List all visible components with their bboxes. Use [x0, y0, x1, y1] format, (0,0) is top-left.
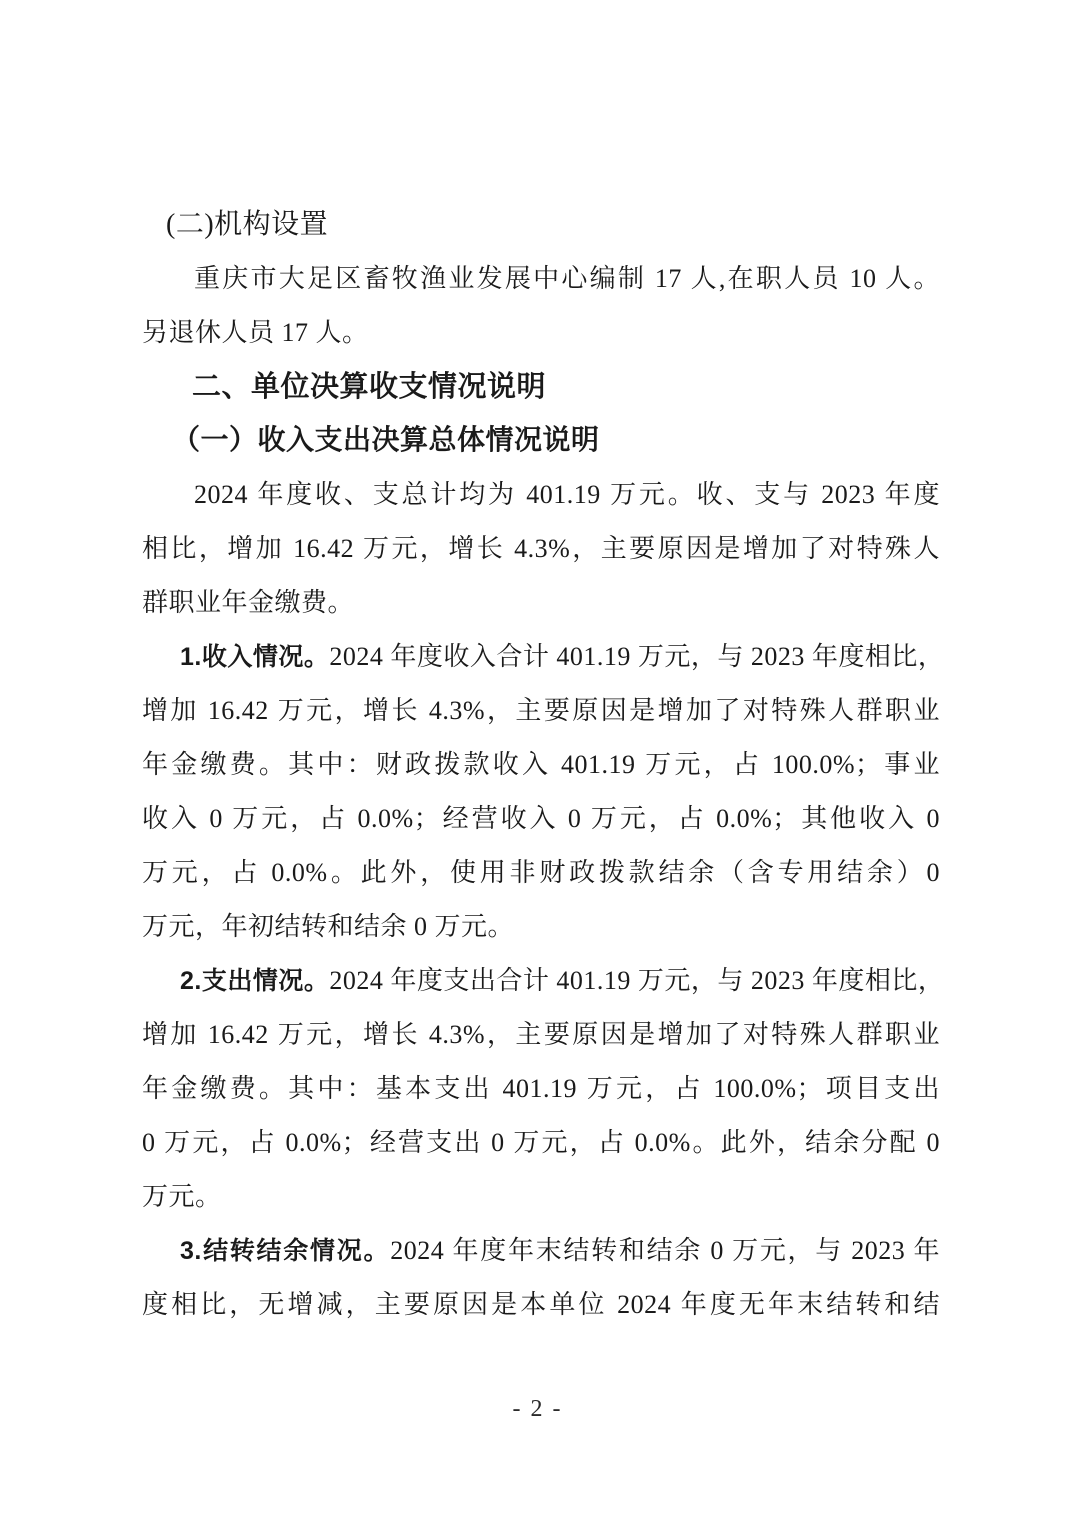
- carryover-line: 度相比，无增减，主要原因是本单位 2024 年度无年末结转和结: [142, 1290, 940, 1319]
- overview-line: 2024 年度收、支总计均为 401.19 万元。收、支与 2023 年度: [194, 480, 940, 509]
- heading-subsection-1: （一）收入支出决算总体情况说明: [172, 425, 600, 456]
- expense-line: [142, 954, 945, 1008]
- overview-line: 群职业年金缴费。: [142, 588, 355, 617]
- para-staffing-line: 重庆市大足区畜牧渔业发展中心编制 17 人,在职人员 10 人。: [194, 264, 940, 293]
- para-staffing-line: 另退休人员 17 人。: [142, 318, 369, 347]
- income-line: 年金缴费。其中：财政拨款收入 401.19 万元，占 100.0%；事业: [142, 750, 940, 779]
- paragraph-income: [142, 630, 945, 954]
- expense-line: 年金缴费。其中：基本支出 401.19 万元，占 100.0%；项目支出: [142, 1074, 940, 1103]
- paragraph-carryover: [142, 1224, 940, 1332]
- expense-line: 0 万元，占 0.0%；经营支出 0 万元，占 0.0%。此外，结余分配 0: [142, 1128, 940, 1157]
- expense-head: 2.支出情况。: [180, 967, 330, 995]
- income-line: 万元，年初结转和结余 0 万元。: [142, 912, 515, 941]
- paragraph-expense: [142, 954, 945, 1224]
- expense-line-text: 2024 年度支出合计 401.19 万元，与 2023 年度相比，: [329, 966, 945, 995]
- carryover-line: [142, 1224, 940, 1278]
- expense-line: 万元。: [142, 1182, 222, 1211]
- income-line: 万元，占 0.0%。此外，使用非财政拨款结余（含专用结余）0: [142, 858, 940, 887]
- income-head: 1.收入情况。: [180, 643, 330, 671]
- section-org-setup: [142, 198, 940, 360]
- overview-line: 相比，增加 16.42 万元，增长 4.3%，主要原因是增加了对特殊人: [142, 534, 940, 563]
- carryover-line-text: 2024 年度年末结转和结余 0 万元，与 2023 年: [390, 1236, 940, 1265]
- page-number: - 2 -: [512, 1396, 563, 1422]
- income-line-text: 2024 年度收入合计 401.19 万元，与 2023 年度相比，: [329, 642, 945, 671]
- income-line: 收入 0 万元，占 0.0%；经营收入 0 万元，占 0.0%；其他收入 0: [142, 804, 940, 833]
- paragraph-overview: [142, 468, 940, 630]
- heading-org-setup: (二)机构设置: [166, 209, 329, 240]
- carryover-head: 3.结转结余情况。: [180, 1237, 391, 1265]
- income-line: [142, 630, 945, 684]
- heading-section-2: 二、单位决算收支情况说明: [192, 371, 547, 403]
- expense-line: 增加 16.42 万元，增长 4.3%，主要原因是增加了对特殊人群职业: [142, 1020, 940, 1049]
- income-line: 增加 16.42 万元，增长 4.3%，主要原因是增加了对特殊人群职业: [142, 696, 940, 725]
- document-body: [142, 198, 945, 1332]
